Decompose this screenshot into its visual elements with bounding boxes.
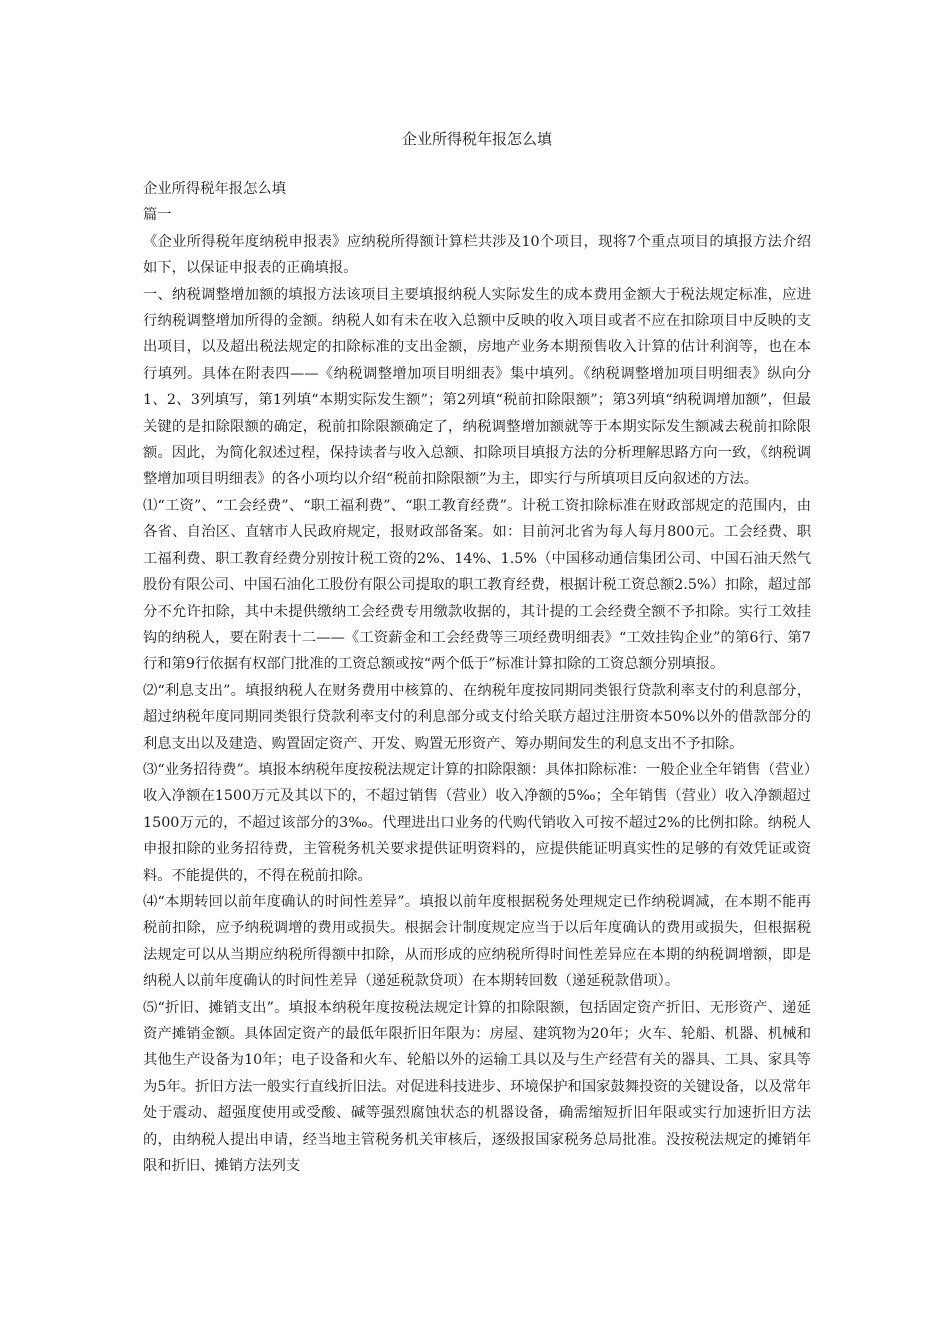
document-title: 企业所得税年报怎么填 [401,130,552,148]
paragraph-item-interest: ⑵“利息支出”。填报纳税人在财务费用中核算的、在纳税年度按同期同类银行贷款利率支付的利息部分，超过纳税年度同期同类银行贷款利率支付的利息部分或支付给关联方超过注册资本50%以外的借款部分的利息支出以及建造、购置固定资产、开发、购置无形资产、筹办期间发生的利息支出不予扣除。 [143,682,811,752]
paragraph-item-timing-difference: ⑷“本期转回以前年度确认的时间性差异”。填报以前年度根据税务处理规定已作纳税调减，在本期不能再税前扣除，应予纳税调增的费用或损失。根据会计制度规定应当于以后年度确认的费用或损失，但根据税法规定可以从当期应纳税所得额中扣除，从而形成的应纳税所得时间性差异应在本期的纳税调增额，即是纳税人以前年度确认的时间性差异（递延税款贷项）在本期转回数（递延税款借项）。 [143,893,811,990]
paragraph-tax-adjustment: 一、纳税调整增加额的填报方法该项目主要填报纳税人实际发生的成本费用金额大于税法规定标准，应进行纳税调整增加所得的金额。纳税人如有未在收入总额中反映的收入项目或者不应在扣除项目中反映的支出项目，以及超出税法规定的扣除标准的支出金额，房地产业务本期预售收入计算的估计利润等，也在本行填列。具体在附表四——《纳税调整增加项目明细表》集中填列。《纳税调整增加项目明细表》纵向分1、2、3列填写，第1列填“本期实际发生额”；第2列填“税前扣除限额”；第3列填“纳税调增加额”，但最关键的是扣除限额的确定，税前扣除限额确定了，纳税调整增加额就等于本期实际发生额减去税前扣除限额。因此，为简化叙述过程，保持读者与收入总额、扣除项目填报方法的分析理解思路方向一致，《纳税调整增加项目明细表》的各小项均以介绍“税前扣除限额”为主，即实行与所填项目反向叙述的方法。 [143,286,811,488]
paragraph-heading: 企业所得税年报怎么填 [143,181,286,197]
paragraph-item-wages: ⑴“工资”、“工会经费”、“职工福利费”、“职工教育经费”。计税工资扣除标准在财政部规定的范围内，由各省、自治区、直辖市人民政府规定，报财政部备案。如：目前河北省为每人每月800元。工会经费、职工福利费、职工教育经费分别按计税工资的2%、14%、1.5%（中国移动通信集团公司、中国石油天然气股份有限公司、中国石油化工股份有限公司提取的职工教育经费，根据计税工资总额2.5%）扣除，超过部分不允许扣除，其中未提供缴纳工会经费专用缴款收据的，其计提的工会经费全额不予扣除。实行工效挂钩的纳税人，要在附表十二——《工资薪金和工会经费等三项经费明细表》“工效挂钩企业”的第6行、第7行和第9行依据有权部门批准的工资总额或按“两个低于”标准计算扣除的工资总额分别填报。 [143,497,811,673]
paragraph-item-depreciation: ⑸“折旧、摊销支出”。填报本纳税年度按税法规定计算的扣除限额，包括固定资产折旧、无形资产、递延资产摊销金额。具体固定资产的最低年限折旧年限为：房屋、建筑物为20年；火车、轮船、机器、机械和其他生产设备为10年；电子设备和火车、轮船以外的运输工具以及与生产经营有关的器具、工具、家具等为5年。折旧方法一般实行直线折旧法。对促进科技进步、环境保护和国家鼓舞投资的关键设备，以及常年处于震动、超强度使用或受酸、碱等强烈腐蚀状态的机器设备，确需缩短折旧年限或实行加速折旧方法的，由纳税人提出申请，经当地主管税务机关审核后，逐级报国家税务总局批准。没按税法规定的摊销年限和折旧、摊销方法列支 [143,999,811,1175]
paragraph-intro: 《企业所得税年度纳税申报表》应纳税所得额计算栏共涉及10个项目，现将7个重点项目的填报方法介绍如下，以保证申报表的正确填报。 [143,233,811,277]
paragraph-item-entertainment: ⑶“业务招待费”。填报本纳税年度按税法规定计算的扣除限额：具体扣除标准：一般企业全年销售（营业）收入净额在1500万元及其以下的，不超过销售（营业）收入净额的5‰；全年销售（营业）收入净额超过1500万元的，不超过该部分的3‰。代理进出口业务的代购代销收入可按不超过2%的比例扣除。纳税人申报扣除的业务招待费，主管税务机关要求提供证明资料的，应提供能证明真实性的足够的有效凭证或资料。不能提供的，不得在税前扣除。 [143,761,811,884]
document-body [143,176,811,1179]
paragraph-section-label: 篇一 [143,207,172,224]
